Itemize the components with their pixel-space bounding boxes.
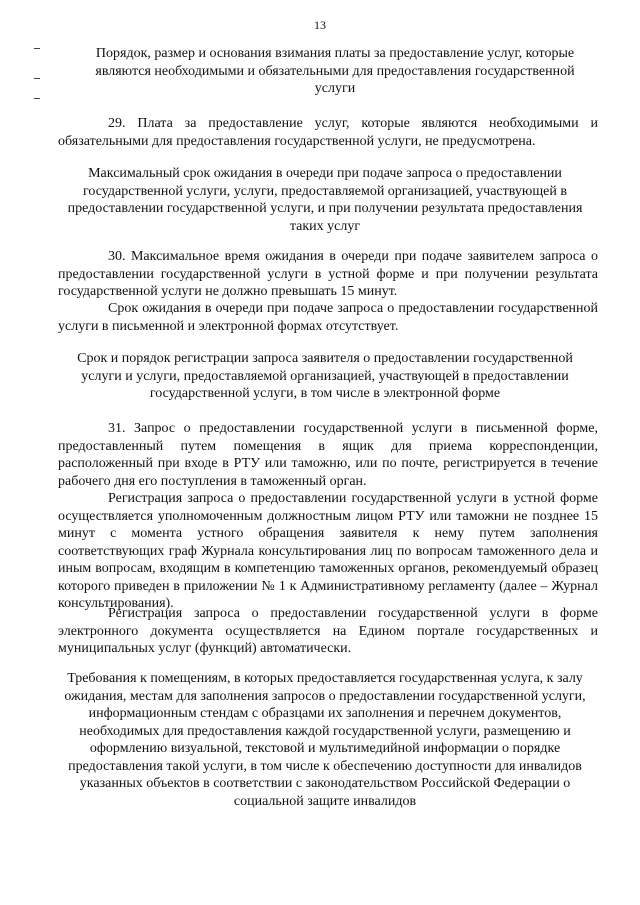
paragraph-31-part3: Регистрация запроса о предоставлении государственной услуги в форме электронного документа осуществляется на Едином портале государственных и муниципальных услуг (функций) автоматически. xyxy=(58,606,598,656)
paragraph-31-part1: 31. Запрос о предоставлении государственной услуги в письменной форме, предоставленный путем помещения в ящик для приема корреспонденции, расположенный при входе в РТУ или таможню, или по почте, регистрируется в течение рабочего дня его поступления в таможенный орган. xyxy=(58,421,598,489)
section-heading-premises: Требования к помещениям, в которых предоставляется государственная услуга, к залу ожидания, местам для заполнения запросов о предоставлении государственной услуги, информационным стендам с образцами их заполнения и перечнем документов, необходимых для предоставления каждой государственной услуги, размещению и оформлению визуальной, текстовой и мультимедийной информации о порядке предоставления такой услуги, в том числе к обеспечению доступности для инвалидов указанных объектов в соответствии с законодательством Российской Федерации о социальной защите инвалидов xyxy=(64,671,586,809)
margin-mark xyxy=(34,78,40,79)
paragraph-29: 29. Плата за предоставление услуг, которые являются необходимыми и обязательными для предоставления государственной услуги, не предусмотрена. xyxy=(58,116,598,149)
paragraph-30-part2: Срок ожидания в очереди при подаче запроса о предоставлении государственной услуги в письменной и электронной формах отсутствует. xyxy=(58,301,598,334)
section-heading-registration: Срок и порядок регистрации запроса заявителя о предоставлении государственной услуги и услуги, предоставляемой организацией, участвующей в предоставлении государственной услуги, в том числе в электронной форме xyxy=(77,351,573,401)
page-number: 13 xyxy=(314,18,326,32)
paragraph-30-part1: 30. Максимальное время ожидания в очереди при подаче заявителем запроса о предоставлении государственной услуги в устной форме и при получении результата государственной услуги не должно превышать 15 минут. xyxy=(58,249,598,299)
margin-mark xyxy=(34,98,40,99)
margin-mark xyxy=(34,48,40,49)
section-heading-fees: Порядок, размер и основания взимания платы за предоставление услуг, которые являются необходимыми и обязательными для предоставления государственной услуги xyxy=(95,46,575,96)
section-heading-queue-time: Максимальный срок ожидания в очереди при подаче запроса о предоставлении государственной услуги, услуги, предоставляемой организацией, участвующей в предоставлении государственной услуги, и при получении результата предоставления таких услуг xyxy=(67,166,583,234)
paragraph-31-part2: Регистрация запроса о предоставлении государственной услуги в устной форме осуществляется уполномоченным должностным лицом РТУ или таможни не позднее 15 минут с момента устного обращения заявителя к нему путем заполнения соответствующих граф Журнала консультирования лиц по вопросам таможенного дела и иным вопросам, входящим в компетенцию таможенных органов, рекомендуемый образец которого приведен в приложении № 1 к Административному регламенту (далее – Журнал консультирования). xyxy=(58,491,598,611)
